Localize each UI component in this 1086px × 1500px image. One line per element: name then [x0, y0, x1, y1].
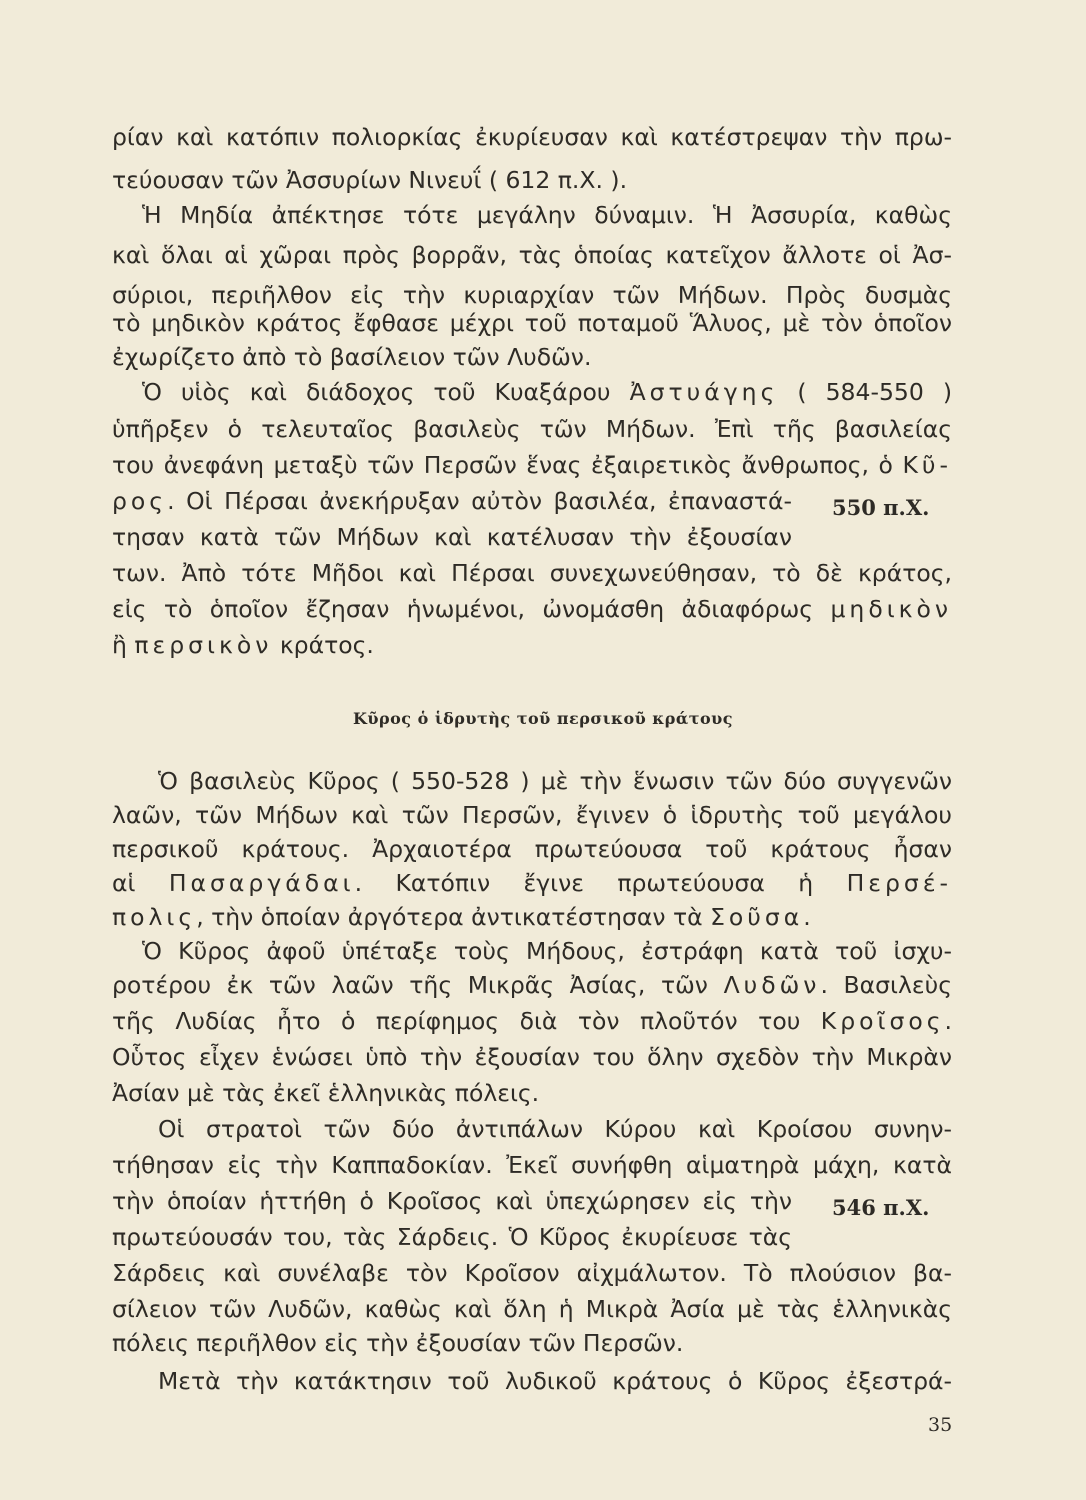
- spaced-name: Περσέ-: [846, 869, 953, 897]
- text-line: [142, 375, 952, 409]
- margin-date-note: 550 π.Χ.: [832, 495, 930, 520]
- text-line: [112, 968, 952, 1002]
- text-line: πρωτεύουσάν του, τὰς Σάρδεις. Ὁ Κῦρος ἐκυρίευσε τὰς: [112, 1223, 792, 1251]
- text-span: ἢ: [112, 631, 135, 659]
- text-span: ( 584-550 ): [778, 378, 952, 406]
- text-line: Ὁ Κῦρος ἀφοῦ ὑπέταξε τοὺς Μήδους, ἐστράφη κατὰ τοῦ ἰσχυ-: [142, 937, 952, 965]
- text-line: τησαν κατὰ τῶν Μήδων καὶ κατέλυσαν τὴν ἐξουσίαν: [112, 523, 792, 551]
- text-span: .: [803, 903, 811, 931]
- text-line: τὴν ὁποίαν ἡττήθη ὁ Κροῖσος καὶ ὑπεχώρησεν εἰς τὴν: [112, 1187, 792, 1215]
- text-line: Ἀσίαν μὲ τὰς ἐκεῖ ἑλληνικὰς πόλεις.: [112, 1079, 540, 1107]
- spaced-name: Πασαργάδαι: [168, 869, 355, 897]
- text-line: των. Ἀπὸ τότε Μῆδοι καὶ Πέρσαι συνεχωνεύθησαν, τὸ δὲ κράτος,: [112, 559, 952, 587]
- text-line: Οἱ στρατοὶ τῶν δύο ἀντιπάλων Κύρου καὶ Κροίσου συνην-: [158, 1115, 952, 1143]
- text-span: Ὁ υἱὸς καὶ διάδοχος τοῦ Κυαξάρου: [142, 378, 630, 406]
- text-span: . Κατόπιν ἔγινε πρωτεύουσα ἡ: [354, 869, 847, 897]
- spaced-name: Κροῖσος: [820, 1007, 945, 1035]
- text-span: του ἀνεφάνη μεταξὺ τῶν Περσῶν ἕνας ἐξαιρετικὸς ἄνθρωπος, ὁ: [112, 451, 903, 479]
- text-line: [112, 1004, 952, 1038]
- text-line: καὶ ὅλαι αἱ χῶραι πρὸς βορρᾶν, τὰς ὁποίας κατεῖχον ἄλλοτε οἱ Ἀσ-: [112, 241, 952, 269]
- text-line: ἐχωρίζετο ἀπὸ τὸ βασίλειον τῶν Λυδῶν.: [112, 343, 592, 371]
- page-number: 35: [928, 1414, 953, 1436]
- spaced-name: Ἀστυάγης: [629, 378, 779, 406]
- text-line: Οὗτος εἶχεν ἑνώσει ὑπὸ τὴν ἐξουσίαν του ὅλην σχεδὸν τὴν Μικρὰν: [112, 1043, 952, 1071]
- spaced-name: Λυδῶν: [723, 971, 821, 999]
- text-span: τῆς Λυδίας ἦτο ὁ περίφημος διὰ τὸν πλοῦτόν του: [112, 1007, 821, 1035]
- text-line: λαῶν, τῶν Μήδων καὶ τῶν Περσῶν, ἔγινεν ὁ ἱδρυτὴς τοῦ μεγάλου: [112, 801, 952, 829]
- text-line: [112, 484, 792, 518]
- spaced-name: Κῦ-: [902, 451, 952, 479]
- spaced-name: περσικὸν: [134, 631, 273, 659]
- text-line: [112, 628, 952, 662]
- text-line: [112, 866, 952, 900]
- spaced-name: Σοῦσα: [710, 903, 804, 931]
- text-line: σίλειον τῶν Λυδῶν, καθὼς καὶ ὅλη ἡ Μικρὰ Ἀσία μὲ τὰς ἑλληνικὰς: [112, 1295, 952, 1323]
- text-span: , τὴν ὁποίαν ἀργότερα ἀντικατέστησαν τὰ: [196, 903, 711, 931]
- section-heading: Κῦρος ὁ ἱδρυτὴς τοῦ περσικοῦ κράτους: [352, 709, 734, 728]
- text-span: ροτέρου ἐκ τῶν λαῶν τῆς Μικρᾶς Ἀσίας, τῶν: [112, 971, 724, 999]
- text-span: αἱ: [112, 869, 169, 897]
- text-span: . Βασιλεὺς: [820, 971, 953, 999]
- text-line: Σάρδεις καὶ συνέλαβε τὸν Κροῖσον αἰχμάλωτον. Τὸ πλούσιον βα-: [112, 1259, 952, 1287]
- text-line: Μετὰ τὴν κατάκτησιν τοῦ λυδικοῦ κράτους ὁ Κῦρος ἐξεστρά-: [158, 1367, 952, 1395]
- text-line: [112, 448, 952, 482]
- text-line: Ἡ Μηδία ἀπέκτησε τότε μεγάλην δύναμιν. Ἡ Ἀσσυρία, καθὼς: [142, 201, 952, 229]
- text-line: σύριοι, περιῆλθον εἰς τὴν κυριαρχίαν τῶν Μήδων. Πρὸς δυσμὰς: [112, 281, 952, 309]
- spaced-name: πολις: [112, 903, 197, 931]
- text-line: πόλεις περιῆλθον εἰς τὴν ἐξουσίαν τῶν Περσῶν.: [112, 1329, 684, 1357]
- text-line: Ὁ βασιλεὺς Κῦρος ( 550-528 ) μὲ τὴν ἕνωσιν τῶν δύο συγγενῶν: [158, 767, 952, 795]
- text-line: ὑπῆρξεν ὁ τελευταῖος βασιλεὺς τῶν Μήδων. Ἐπὶ τῆς βασιλείας: [112, 415, 952, 443]
- text-line: τὸ μηδικὸν κράτος ἔφθασε μέχρι τοῦ ποταμοῦ Ἅλυος, μὲ τὸν ὁποῖον: [112, 309, 952, 337]
- text-span: κράτος.: [272, 631, 374, 659]
- text-line: ρίαν καὶ κατόπιν πολιορκίας ἐκυρίευσαν καὶ κατέστρεψαν τὴν πρω-: [112, 123, 952, 151]
- text-line: [112, 592, 952, 626]
- margin-date-note: 546 π.Χ.: [832, 1195, 930, 1220]
- spaced-name: μηδικὸν: [830, 595, 952, 623]
- text-span: εἰς τὸ ὁποῖον ἔζησαν ἡνωμένοι, ὠνομάσθη ἀδιαφόρως: [112, 595, 831, 623]
- text-span: .: [944, 1007, 952, 1035]
- text-span: . Οἱ Πέρσαι ἀνεκήρυξαν αὐτὸν βασιλέα, ἐπαναστά-: [167, 487, 792, 515]
- text-line: τεύουσαν τῶν Ἀσσυρίων Νινευΐ ( 612 π.Χ. ).: [112, 166, 628, 194]
- spaced-name: ρος: [112, 487, 168, 515]
- text-line: [112, 900, 952, 934]
- text-line: περσικοῦ κράτους. Ἀρχαιοτέρα πρωτεύουσα τοῦ κράτους ἦσαν: [112, 835, 952, 863]
- text-line: τήθησαν εἰς τὴν Καππαδοκίαν. Ἐκεῖ συνήφθη αἱματηρὰ μάχη, κατὰ: [112, 1151, 952, 1179]
